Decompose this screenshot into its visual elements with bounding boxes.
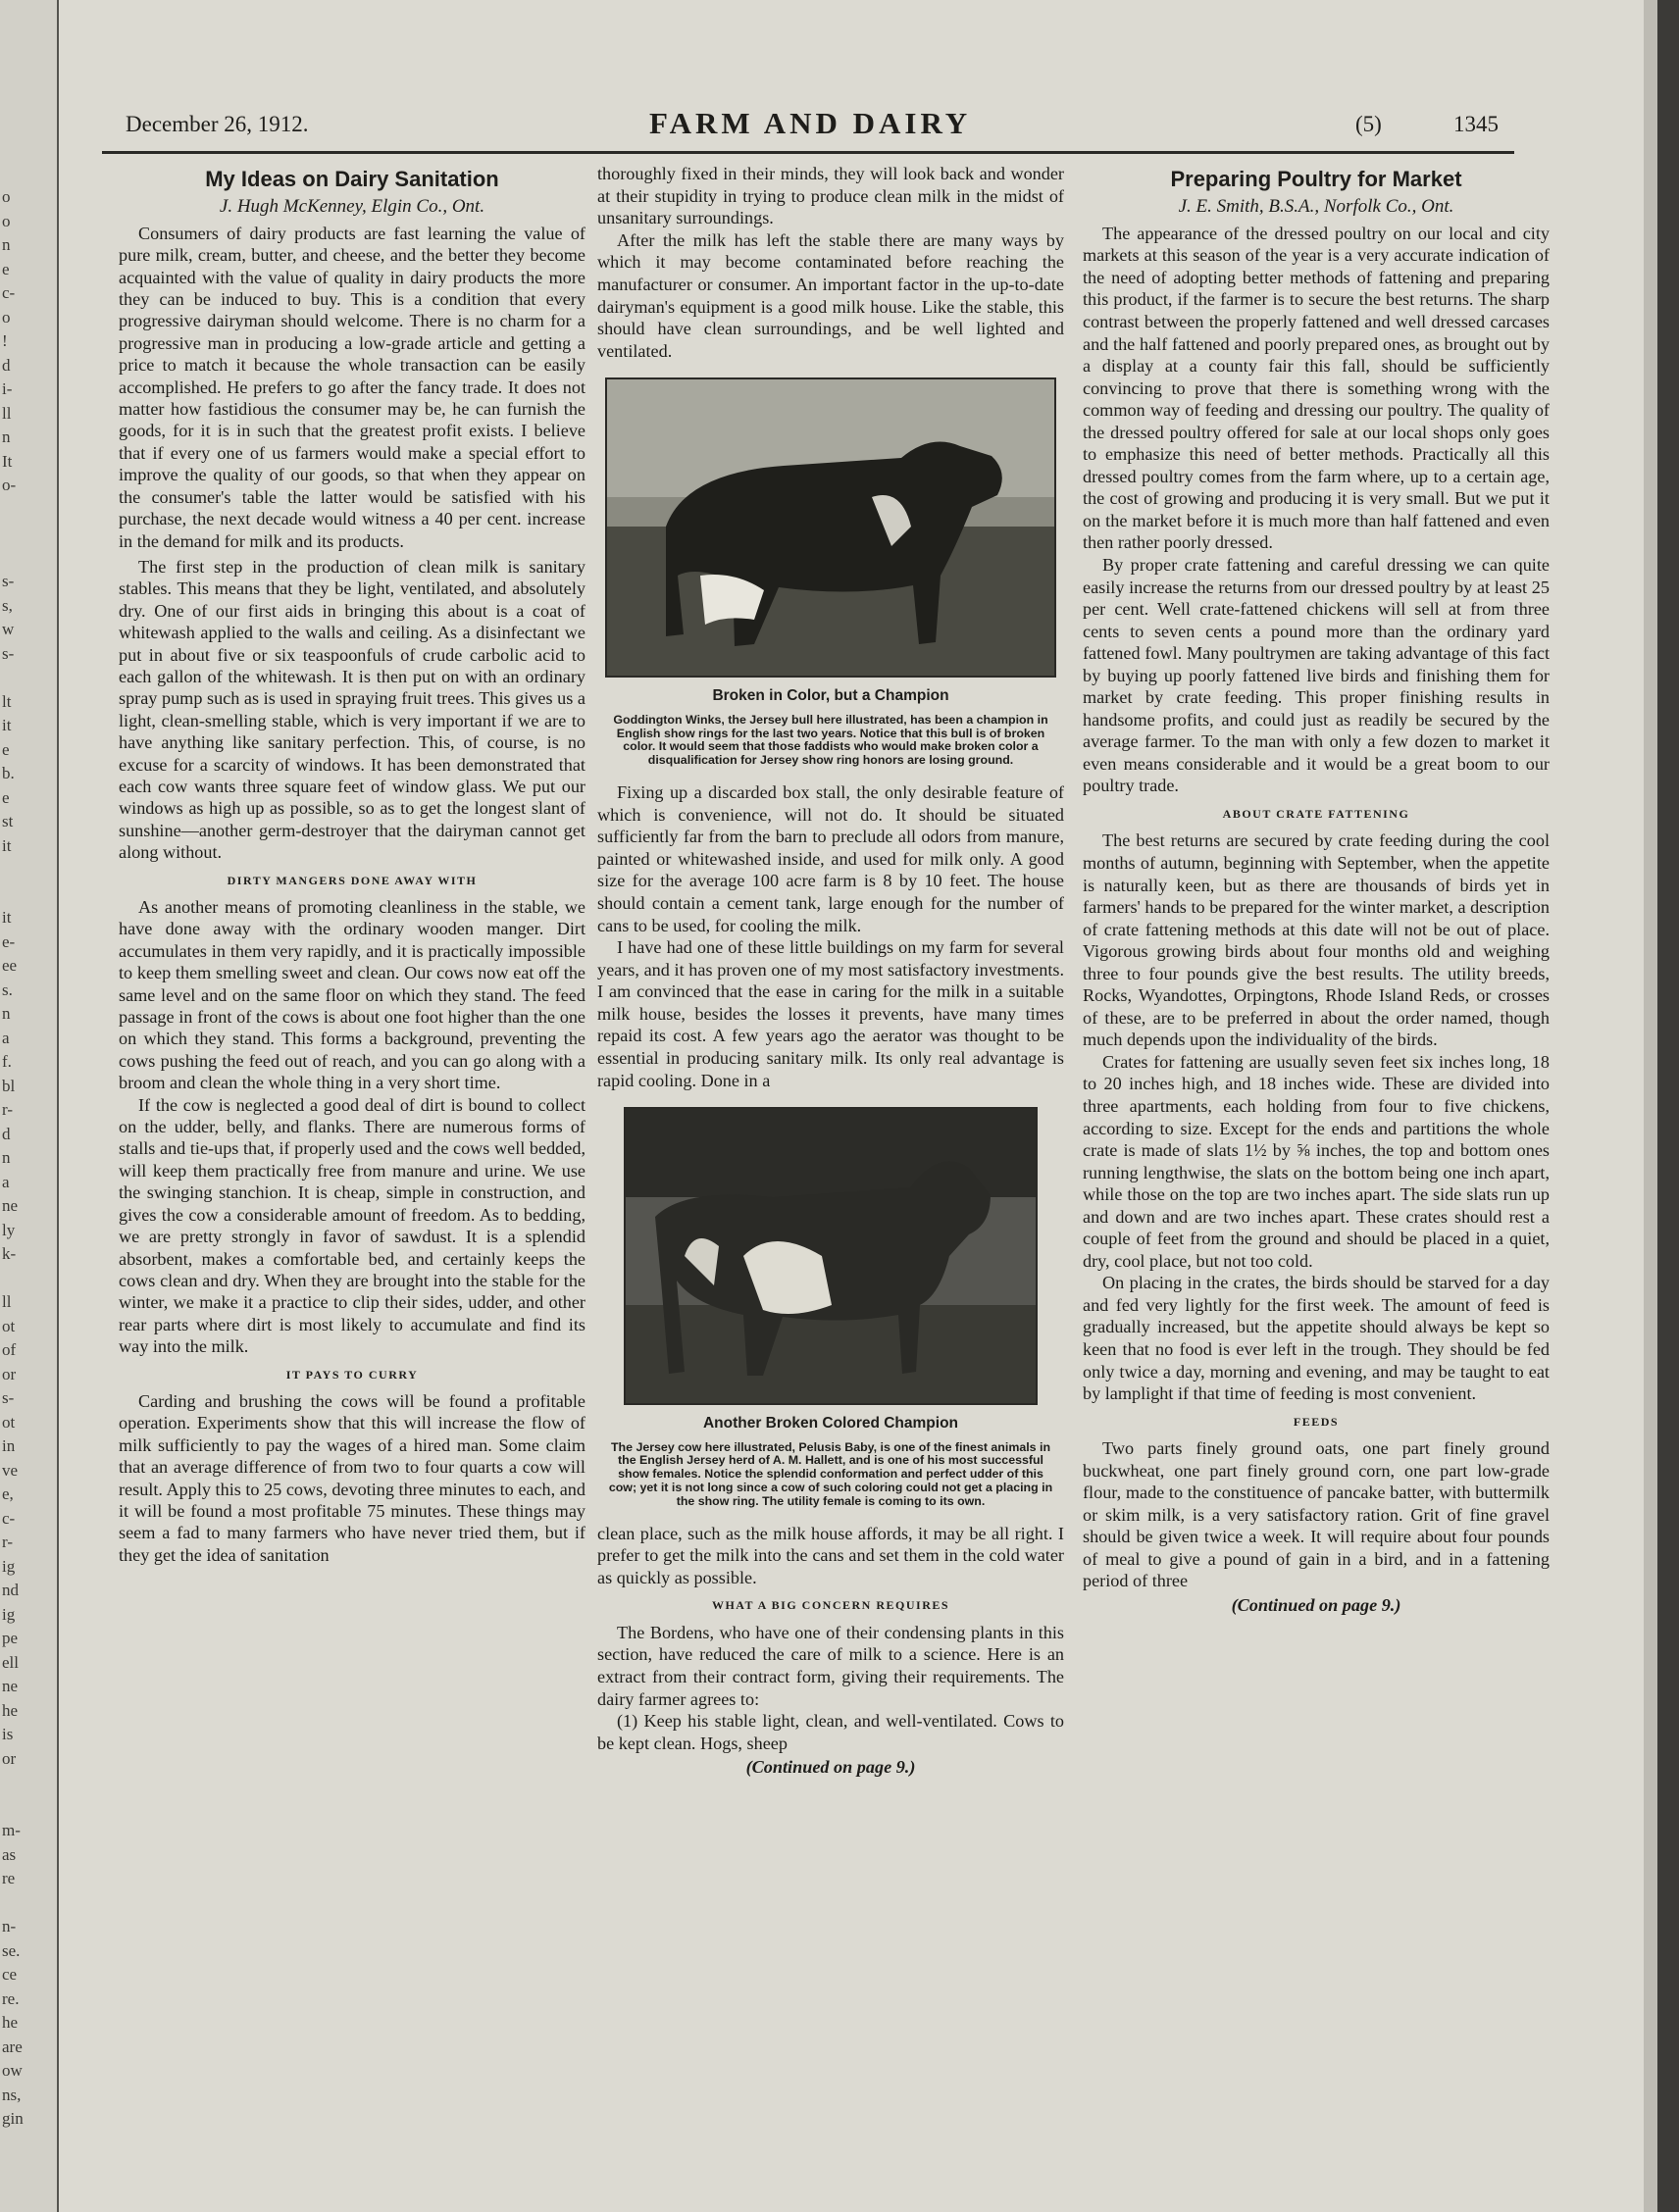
page-number: 1345 bbox=[1453, 112, 1499, 136]
column-dairy-sanitation bbox=[119, 163, 585, 1566]
binding-edge-fragment: lt bbox=[2, 691, 12, 711]
masthead-title: FARM AND DAIRY bbox=[649, 106, 972, 140]
binding-edge-fragment: ne bbox=[2, 1196, 19, 1215]
binding-edge-fragment: n bbox=[2, 235, 11, 254]
paragraph: I have had one of these little buildings on my farm for several years, and it has proven one of my most satisfactory investments. I am convinced that the ease in caring for the milk in a suitable milk house, besides the losses it prevents, have many times repaid its cost. A few years ago the aerator was thought to be essential in producing sanitary milk. Its only real advantage is rapid cooling. Done in a bbox=[597, 937, 1064, 1090]
binding-edge-fragment: n- bbox=[2, 1917, 17, 1936]
binding-edge-fragment: b. bbox=[2, 764, 15, 782]
binding-edge-fragment: st bbox=[2, 812, 14, 830]
continued-note: (Continued on page 9.) bbox=[1231, 1594, 1401, 1615]
binding-edge-fragment: re. bbox=[2, 1988, 20, 2008]
binding-edge-fragment: ns, bbox=[2, 2085, 22, 2104]
binding-edge-fragment: ig bbox=[2, 1556, 16, 1576]
binding-edge-fragment: n bbox=[2, 1004, 11, 1023]
binding-edge-fragment: ly bbox=[2, 1220, 16, 1239]
binding-edge-fragment: he bbox=[2, 2013, 19, 2032]
paragraph: After the milk has left the stable there are many ways by which it may become contaminated before reaching the manufacturer or consumer. An important factor in the up-to-date dairyman's equipment is a good milk house. Like the stable, this should have clean surroundings, and be well lighted and ventilated. bbox=[597, 229, 1064, 361]
binding-edge-fragment: o bbox=[2, 307, 11, 327]
binding-edge-fragment: r- bbox=[2, 1533, 13, 1551]
binding-edge-fragment: ot bbox=[2, 1316, 16, 1335]
running-header bbox=[120, 106, 1512, 149]
binding-edge-fragment: are bbox=[2, 2036, 23, 2056]
binding-edge-fragment: ne bbox=[2, 1677, 19, 1695]
paragraph: The best returns are secured by crate feeding during the cool months of autumn, beginning with September, when the appetite is naturally keen, but as there are thousands of birds yet in farmers' hands to be prepared for the winter market, a description of crate fattening methods at this date will not be out of place. Vigorous growing birds about four months old and weighing three to four pounds give the best results. The utility breeds, Rocks, Wyandottes, Orpingtons, Rhode Island Reds, or crosses of these, are to be preferred in about the order named, though much depends upon the individuality of the birds. bbox=[1083, 830, 1550, 1050]
paragraph: The Bordens, who have one of their condensing plants in this section, have reduced the care of milk to a science. Here is an extract from their contract form, giving their requirements. The dairy farmer agrees to: bbox=[597, 1622, 1064, 1709]
binding-edge-fragment: n bbox=[2, 1148, 11, 1167]
binding-edge-fragment: d bbox=[2, 1124, 11, 1143]
binding-edge-fragment: It bbox=[2, 451, 13, 471]
binding-edge-fragment: o- bbox=[2, 476, 17, 494]
binding-edge-fragment: e bbox=[2, 259, 10, 278]
photo-caption-text: Goddington Winks, the Jersey bull here illustrated, has been a champion in English show rings for the last two years. Notice that this bull is of broken color. It would seem that those faddists who would make broken color a disqualification for Jersey show ring honors are losing ground. bbox=[613, 712, 1048, 768]
binding-edge-fragment: k- bbox=[2, 1244, 17, 1263]
binding-edge-fragment: in bbox=[2, 1436, 16, 1455]
binding-edge-fragment: s, bbox=[2, 595, 13, 615]
paragraph: (1) Keep his stable light, clean, and well-ventilated. Cows to be kept clean. Hogs, sheep bbox=[597, 1711, 1064, 1753]
binding-edge-fragment: e- bbox=[2, 931, 16, 951]
binding-edge-fragment: as bbox=[2, 1844, 17, 1864]
paragraph: Two parts finely ground oats, one part finely ground buckwheat, one part finely ground corn, one part low-grade flour, made to the constituence of pancake batter, with buttermilk or skim milk, is a very satisfactory ration. Grit of fine gravel should be given twice a week. It will require about four pounds of meal to give a pound of gain in a bird, and in a fattening period of three bbox=[1083, 1438, 1550, 1591]
binding-edge-fragment: e bbox=[2, 739, 10, 759]
binding-edge-fragment: ow bbox=[2, 2061, 23, 2080]
binding-edge-fragment: o bbox=[2, 187, 11, 206]
continued-note: (Continued on page 9.) bbox=[745, 1757, 916, 1778]
paragraph: Consumers of dairy products are fast learning the value of pure milk, cream, butter, and cheese, and the better they become acquainted with the value of quality in dairy products the more they can be induced to buy. This is a condition that every progressive dairyman should welcome. There is no charm for a progressive man in producing a low-grade article and getting a price to match it because the whole transaction can be easily accomplished. He prefers to go after the fancy trade. It does not matter how fastidious the consumer may be, he can furnish the goods, for it is in such that the greatest profit exists. I believe that if every one of us farmers would make a special effort to improve the quality of our goods, so that when they appear on the consumer's table the latter would be satisfied with his purchase, the next decade would witness a 40 per cent. increase in the demand for milk and its products. bbox=[119, 223, 585, 551]
binding-edge-fragment: r- bbox=[2, 1100, 13, 1119]
binding-edge-fragment: re bbox=[2, 1869, 16, 1887]
paragraph: Carding and brushing the cows will be found a profitable operation. Experiments show that this will increase the flow of milk sufficiently to pay the wages of a hired man. Some claim that an average difference of from two to four quarts a cow will result. Apply this to 25 cows, devoting three minutes to each, and it will be found a most profitable 75 minutes. These things may seem a fad to many farmers who have never tried them, but if they get the idea of sanitation bbox=[119, 1390, 585, 1565]
binding-edge-fragment: w bbox=[2, 620, 15, 638]
cow-photo-icon bbox=[624, 1107, 1038, 1405]
paragraph: As another means of promoting cleanliness in the stable, we have done away with the ordinary wooden manger. Dirt accumulates in them very rapidly, and it is practically impossible to keep them smelling sweet and clean. Our cows now eat off the same level and on the same floor on which they stand. The feed passage in front of the cows is about one foot higher than the one on which they stand. This forms a background, preventing the cows pushing the feed out of reach, and you can go along with a broom and clean the whole thing in a very short time. bbox=[119, 897, 585, 1093]
binding-edge-fragment: gin bbox=[2, 2109, 24, 2128]
paragraph: clean place, such as the milk house affords, it may be all right. I prefer to get the milk into the cans and set them in the cold water as quickly as possible. bbox=[597, 1523, 1064, 1587]
column-milk-house bbox=[597, 163, 1064, 1779]
paragraph: thoroughly fixed in their minds, they will look back and wonder at their stupidity in trying to produce clean milk in the midst of unsanitary surroundings. bbox=[597, 164, 1064, 228]
binding-edge-fragment: n bbox=[2, 427, 11, 446]
binding-edge-fragment: is bbox=[2, 1725, 14, 1743]
paragraph: Fixing up a discarded box stall, the only desirable feature of which is convenience, will not do. It should be situated sufficiently far from the barn to preclude all odors from manure, painted or whitewashed inside, and used for milk only. A good size for the average 100 acre farm is 8 by 10 feet. The house should contain a cement tank, large enough for the number of cans to be used, for cooling the milk. bbox=[597, 781, 1064, 935]
subheading: DIRTY MANGERS DONE AWAY WITH bbox=[227, 873, 478, 887]
binding-edge-fragment: s. bbox=[2, 980, 13, 999]
subheading: IT PAYS TO CURRY bbox=[285, 1367, 419, 1382]
paragraph: If the cow is neglected a good deal of dirt is bound to collect on the udder, belly, and flanks. There are numerous forms of stalls and tie-ups that, if properly used and the cows well bedded, will keep them practically free from manure and urine. We use the swinging stanchion. It is cheap, simple in construction, and gives the cow a considerable amount of freedom. As to bedding, we are pretty strongly in favor of sawdust. It is a splendid absorbent, makes a comfortable bed, and certainly keeps the cows clean and dry. When they are brought into the stable for the winter, we make it a practice to clip their sides, udder, and other rear parts where dirt is most likely to accumulate and find its way into the milk. bbox=[119, 1094, 585, 1357]
binding-edge-fragment: s- bbox=[2, 643, 15, 663]
binding-edge-fragment: of bbox=[2, 1340, 17, 1359]
binding-edge-fragment: e bbox=[2, 787, 10, 807]
binding-edge-fragment: or bbox=[2, 1748, 17, 1768]
article-byline: J. E. Smith, B.S.A., Norfolk Co., Ont. bbox=[1178, 196, 1454, 218]
binding-edge-fragment: ! bbox=[2, 331, 8, 350]
binding-edge-fragment: s- bbox=[2, 572, 15, 590]
binding-edge-fragment: it bbox=[2, 716, 12, 734]
binding-edge-fragment: bl bbox=[2, 1076, 16, 1095]
binding-edge-fragment: c- bbox=[2, 283, 16, 302]
binding-edge-fragment: ce bbox=[2, 1965, 18, 1984]
left-page-binding-edge bbox=[0, 0, 59, 2212]
issue-date: December 26, 1912. bbox=[126, 112, 309, 136]
binding-edge-fragment: or bbox=[2, 1364, 17, 1383]
right-page-edge bbox=[1657, 0, 1679, 2212]
binding-edge-fragment: a bbox=[2, 1028, 10, 1047]
binding-edge-fragment: ll bbox=[2, 1292, 12, 1311]
binding-edge-fragment: ve bbox=[2, 1460, 19, 1480]
binding-edge-fragment: it bbox=[2, 835, 12, 855]
bull-photo-icon bbox=[605, 377, 1056, 678]
subheading: WHAT A BIG CONCERN REQUIRES bbox=[711, 1598, 950, 1613]
photo-caption-title: Another Broken Colored Champion bbox=[702, 1415, 959, 1433]
binding-edge-fragment: ot bbox=[2, 1412, 16, 1432]
right-margin-shadow bbox=[1644, 0, 1657, 2212]
binding-edge-fragment: ell bbox=[2, 1652, 19, 1672]
binding-edge-fragment: a bbox=[2, 1172, 10, 1191]
subheading: FEEDS bbox=[1293, 1414, 1340, 1429]
binding-edge-fragment: s- bbox=[2, 1388, 15, 1407]
paragraph: The appearance of the dressed poultry on our local and city markets at this season of the year is a very accurate indication of the need of adopting better methods of fattening and preparing this product, if the farmer is to secure the best returns. The sharp contrast between the properly fattened and well dressed carcases and the half fattened and poorly prepared ones, as brought out by a display at a county fair this fall, should be sufficiently convincing to prove that there is something wrong with the common way of feeding and dressing our poultry. The quality of the dressed poultry offered for sale at our local shops only goes to emphasize this need of better methods. Practically all this dressed poultry comes from the farm where, up to a certain age, the cost of growing and producing it is very small. But we put it on the market before it is much more than half fattened and even then rather poorly dressed. bbox=[1083, 223, 1550, 553]
binding-edge-fragment: i- bbox=[2, 379, 13, 398]
binding-edge-fragment: pe bbox=[2, 1629, 19, 1647]
header-rule bbox=[102, 151, 1514, 154]
paragraph: Crates for fattening are usually seven feet six inches long, 18 to 20 inches high, and 18 inches wide. These are divided into three apartments, each holding from four to five chickens, according to size. Except for the ends and partitions the whole crate is made of slats 1½ by ⅝ inches, the top and bottom ones running lengthwise, the slats on the bottom being one inch apart, while those on the top are two inches apart. The side slats run up and down and are two inches apart. These crates should rest a couple of feet from the ground and should be placed in a quiet, dry, cool place, but not too cold. bbox=[1083, 1051, 1550, 1271]
binding-edge-fragment: e, bbox=[2, 1484, 14, 1503]
binding-edge-fragment: m- bbox=[2, 1821, 21, 1839]
binding-edge-fragment: o bbox=[2, 211, 11, 230]
binding-edge-fragment: it bbox=[2, 908, 12, 927]
binding-edge-fragment: ig bbox=[2, 1604, 16, 1624]
binding-edge-fragment: se. bbox=[2, 1940, 21, 1960]
binding-edge-fragment: ee bbox=[2, 956, 18, 975]
binding-edge-fragment: d bbox=[2, 355, 11, 375]
article-title: My Ideas on Dairy Sanitation bbox=[205, 167, 499, 191]
photo-caption-text: The Jersey cow here illustrated, Pelusis Baby, is one of the finest animals in the English Jersey herd of A. M. Hallett, and is one of his most successful show females. Notice the splendid conformation and perfect udder of this cow; yet it is not long since a cow of such coloring could not get a placing in the show ring. The utility female is coming to its own. bbox=[608, 1439, 1053, 1508]
paragraph: By proper crate fattening and careful dressing we can quite easily increase the returns from our dressed poultry by at least 25 per cent. Well crate-fattened chickens will sell at from three cents to seven cents a pound more than the ordinary yard fattened fowl. Many poultrymen are taking advantage of this fact by buying up poorly fattened live birds and finishing them for market by crate feeding. This proper finishing results in handsome profits, and could just as readily be secured by the average farmer. To the man with only a few dozen to market it even means considerable and it would be a great boom to our poultry trade. bbox=[1083, 555, 1550, 796]
binding-edge-fragment: f. bbox=[2, 1052, 12, 1071]
article-byline: J. Hugh McKenney, Elgin Co., Ont. bbox=[219, 196, 485, 218]
binding-edge-fragment: ll bbox=[2, 403, 12, 423]
binding-edge-fragment: he bbox=[2, 1700, 19, 1720]
paragraph: The first step in the production of clean milk is sanitary stables. This means that they be light, ventilated, and absolutely dry. One of our first aids in bringing this about is a coat of whitewash applied to the walls and ceiling. As a disinfectant we put in about five or six teaspoonfuls of crude carbolic acid to each gallon of the whitewash. It is then put on with an ordinary spray pump such as is used in spraying fruit trees. This gives us a light, clean-smelling stable, which is very important if we are to have anything like sanitary perfection. This, of course, is no excuse for a scarcity of windows. It has been demonstrated that each cow wants three square feet of window glass. We put our windows as high up as possible, so as to get the longest slant of sunshine—another germ-destroyer that the dairyman cannot get along without. bbox=[119, 556, 585, 863]
binding-edge-fragment: c- bbox=[2, 1508, 16, 1528]
paragraph: On placing in the crates, the birds should be starved for a day and fed very lightly for the first week. The amount of feed is gradually increased, but the appetite should always be kept so keen that no food is ever left in the trough. They should be fed only twice a day, morning and evening, and may be taught to eat by lamplight if that time of feeding is most convenient. bbox=[1083, 1273, 1550, 1404]
binding-edge-fragment: nd bbox=[2, 1581, 19, 1599]
subheading: ABOUT CRATE FATTENING bbox=[1222, 807, 1410, 822]
photo-caption-title: Broken in Color, but a Champion bbox=[712, 687, 949, 705]
article-title: Preparing Poultry for Market bbox=[1170, 167, 1462, 191]
section-number: (5) bbox=[1355, 112, 1382, 136]
column-poultry-market bbox=[1083, 163, 1550, 1616]
